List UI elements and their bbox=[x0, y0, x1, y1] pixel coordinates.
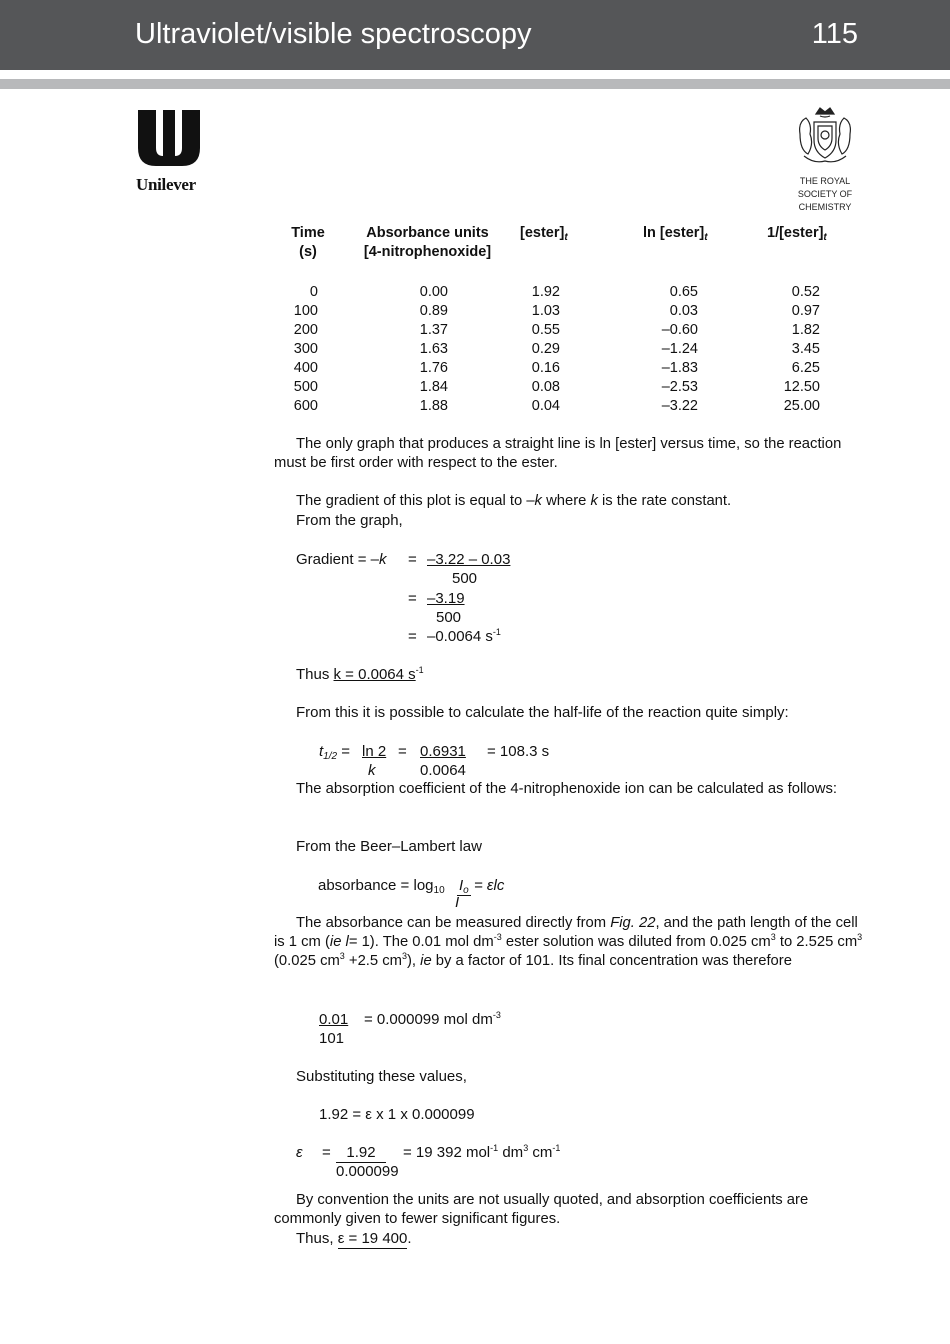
gradient-result: –0.0064 $s^{-1}$ bbox=[427, 627, 501, 645]
table-cell-time: 600 bbox=[293, 398, 318, 414]
epsilon-result: = 19 392 mol$^{-1}$ $dm^3$ $cm^{-1}$ bbox=[403, 1143, 561, 1161]
table-cell-inverse-ester: 25.00 bbox=[783, 398, 820, 414]
beer-lambert-numerator: $I_o$ bbox=[459, 877, 469, 896]
gradient-numerator-1: –3.22 – 0.03 bbox=[427, 551, 511, 568]
equals-sign: = bbox=[408, 590, 417, 607]
half-life-denominator-value: 0.0064 bbox=[420, 762, 466, 779]
substituting-text: Substituting these values, bbox=[296, 1068, 467, 1085]
unilever-logo bbox=[136, 108, 202, 195]
epsilon-denominator: 0.000099 bbox=[336, 1163, 399, 1180]
substitution-equation: 1.92 = ε x 1 x 0.000099 bbox=[319, 1106, 475, 1123]
table-cell-ester: 1.92 bbox=[531, 284, 560, 300]
table-cell-time: 300 bbox=[293, 341, 318, 357]
header-rule bbox=[0, 79, 950, 89]
from-graph-text: From the graph, bbox=[296, 512, 403, 529]
gradient-denominator-1: 500 bbox=[452, 570, 478, 587]
table-cell-ln-ester: –0.60 bbox=[661, 322, 698, 338]
table-cell-ln-ester: –1.83 bbox=[661, 360, 698, 376]
rsc-text-line1: THE ROYAL bbox=[799, 176, 851, 186]
col-header-absorbance: Absorbance units [4-nitrophenoxide] bbox=[363, 225, 492, 260]
table-cell-ester: 0.29 bbox=[531, 341, 560, 357]
table-cell-inverse-ester: 3.45 bbox=[791, 341, 820, 357]
equals-sign: = bbox=[408, 628, 417, 645]
rsc-crest-icon bbox=[794, 104, 856, 166]
col-header-ester: $[ester]_t$ bbox=[520, 225, 568, 243]
half-life-result: = 108.3 s bbox=[487, 743, 550, 760]
paragraph-absorption-coefficient: The absorption coefficient of the 4-nitrophenoxide ion can be calculated as follows: bbox=[296, 781, 837, 797]
table-cell-inverse-ester: 6.25 bbox=[791, 360, 820, 376]
table-cell-absorbance: 1.84 bbox=[419, 379, 448, 395]
rsc-text-line3: CHEMISTRY bbox=[798, 202, 852, 212]
concentration-result: = 0.000099 mol $dm^{-3}$ bbox=[364, 1010, 501, 1028]
paragraph-first-order: The only graph that produces a straight line is ln [ester] versus time, so the reaction must be first order with respect to the ester. bbox=[274, 436, 842, 471]
col-header-inverse-ester: $1/[ester]_t$ bbox=[767, 225, 827, 243]
half-life-intro: From this it is possible to calculate the half-life of the reaction quite simply: bbox=[296, 704, 789, 721]
half-life-denominator: k bbox=[368, 762, 376, 779]
table-cell-absorbance: 0.00 bbox=[419, 284, 448, 300]
table-cell-inverse-ester: 0.52 bbox=[791, 284, 820, 300]
rsc-text-line2: SOCIETY OF bbox=[797, 189, 853, 199]
final-result: Thus, ε = 19 400. bbox=[296, 1230, 412, 1247]
rate-constant-result: Thus k = 0.0064 $s^{-1}$ bbox=[296, 665, 424, 683]
paragraph-convention: By convention the units are not usually quoted, and absorption coefficients are commonly given to fewer significant figures. bbox=[274, 1192, 809, 1227]
paragraph-gradient: The gradient of this plot is equal to –k where k is the rate constant. bbox=[296, 493, 732, 509]
table-cell-time: 100 bbox=[293, 303, 318, 319]
concentration-numerator: 0.01 bbox=[319, 1011, 349, 1028]
table-cell-ln-ester: –2.53 bbox=[661, 379, 698, 395]
table-cell-ester: 0.08 bbox=[531, 379, 560, 395]
table-cell-time: 200 bbox=[293, 322, 318, 338]
concentration-denominator: 101 bbox=[319, 1030, 345, 1047]
page-number: 115 bbox=[811, 18, 858, 50]
table-cell-absorbance: 1.63 bbox=[419, 341, 448, 357]
epsilon-numerator: 1.92 bbox=[336, 1143, 386, 1163]
table-cell-ln-ester: –3.22 bbox=[661, 398, 698, 414]
beer-lambert-denominator: I bbox=[455, 894, 460, 911]
half-life-numerator: ln 2 bbox=[362, 743, 387, 760]
unilever-u-icon bbox=[136, 108, 202, 168]
table-cell-absorbance: 1.88 bbox=[419, 398, 448, 414]
page-header bbox=[0, 0, 950, 70]
table-cell-ester: 0.16 bbox=[531, 360, 560, 376]
beer-lambert-label: absorbance = $\log_{10}$ bbox=[318, 877, 445, 896]
table-cell-absorbance: 0.89 bbox=[419, 303, 448, 319]
equals-sign: = bbox=[322, 1144, 331, 1161]
beer-lambert-right-side: = εlc bbox=[474, 877, 505, 894]
col-header-ln-ester: $\ln [ester]_t$ bbox=[643, 225, 708, 243]
gradient-denominator-2: 500 bbox=[436, 609, 462, 626]
table-cell-absorbance: 1.76 bbox=[419, 360, 448, 376]
table-cell-inverse-ester: 1.82 bbox=[791, 322, 820, 338]
gradient-numerator-2: –3.19 bbox=[427, 590, 465, 607]
table-cell-inverse-ester: 0.97 bbox=[791, 303, 820, 319]
table-cell-ester: 1.03 bbox=[531, 303, 560, 319]
rsc-logo bbox=[790, 104, 860, 214]
table-cell-ln-ester: 0.65 bbox=[669, 284, 698, 300]
col-header-time: Time (s) bbox=[291, 225, 325, 260]
half-life-symbol: $t_{1/2}$ = bbox=[319, 743, 351, 762]
epsilon-symbol: ε bbox=[296, 1144, 303, 1161]
equals-sign: = bbox=[408, 551, 417, 568]
paragraph-dilution: The absorbance can be measured directly from Fig. 22, and the path length of the cell is 1 cm (ie l= 1). The 0.01 mol $dm^{-3}$ ester solution was diluted from 0.025 $cm^3$ to 2.525 $cm^3$ (0.025 $cm^3 +2.5$ $cm^3$), ie by a factor of 101. Its final concentration was therefore bbox=[274, 915, 863, 969]
table-cell-ester: 0.04 bbox=[531, 398, 560, 414]
table-cell-ester: 0.55 bbox=[531, 322, 560, 338]
table-cell-absorbance: 1.37 bbox=[419, 322, 448, 338]
beer-lambert-intro: From the Beer–Lambert law bbox=[296, 838, 482, 855]
table-cell-time: 400 bbox=[293, 360, 318, 376]
chapter-title: Ultraviolet/visible spectroscopy bbox=[135, 18, 532, 50]
table-cell-time: 0 bbox=[309, 284, 318, 300]
gradient-label: Gradient = –k bbox=[296, 551, 387, 568]
table-cell-time: 500 bbox=[293, 379, 318, 395]
table-cell-ln-ester: –1.24 bbox=[661, 341, 698, 357]
equals-sign: = bbox=[398, 743, 407, 760]
table-cell-ln-ester: 0.03 bbox=[669, 303, 698, 319]
half-life-numerator-value: 0.6931 bbox=[420, 743, 466, 760]
unilever-wordmark: Unilever bbox=[136, 175, 196, 194]
table-cell-inverse-ester: 12.50 bbox=[783, 379, 820, 395]
